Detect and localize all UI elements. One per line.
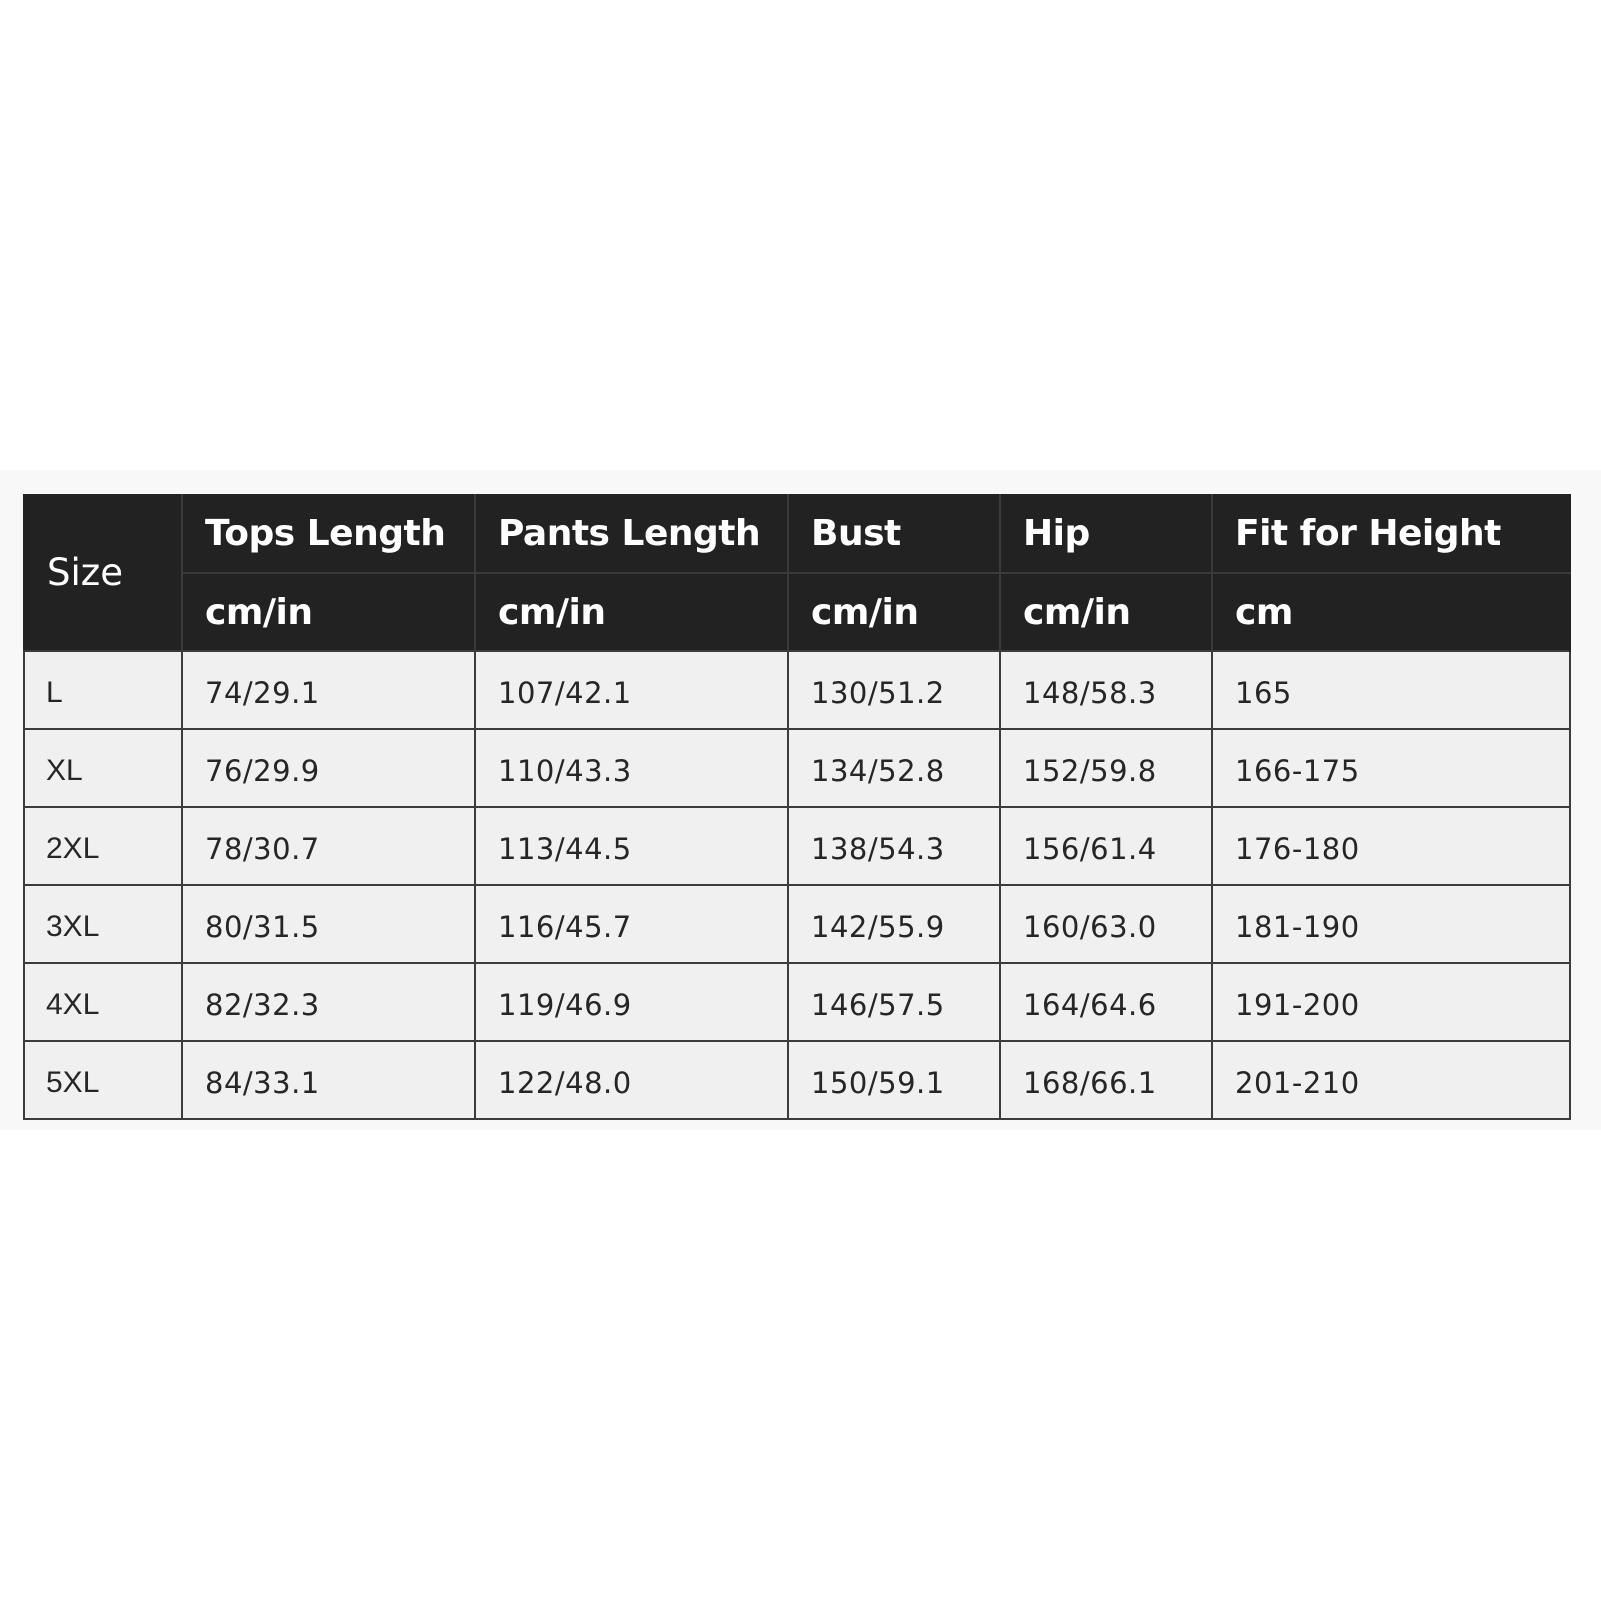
hip-cell: 156/61.4 (1000, 807, 1212, 885)
bust-cell: 142/55.9 (788, 885, 1000, 963)
header-unit-row (24, 573, 1570, 651)
pants-length-header: Pants Length (475, 494, 788, 573)
pants-length-cell: 116/45.7 (475, 885, 788, 963)
hip-unit: cm/in (1000, 573, 1212, 651)
bust-cell: 146/57.5 (788, 963, 1000, 1041)
table-row (24, 963, 1570, 1041)
pants-length-cell: 119/46.9 (475, 963, 788, 1041)
fit-for-height-unit: cm (1212, 573, 1570, 651)
size-cell: XL (24, 729, 182, 807)
fit-for-height-cell: 176-180 (1212, 807, 1570, 885)
tops-length-cell: 84/33.1 (182, 1041, 475, 1119)
tops-length-cell: 78/30.7 (182, 807, 475, 885)
fit-for-height-header: Fit for Height (1212, 494, 1570, 573)
size-cell: L (24, 651, 182, 729)
fit-for-height-cell: 201-210 (1212, 1041, 1570, 1119)
hip-cell: 160/63.0 (1000, 885, 1212, 963)
pants-length-cell: 122/48.0 (475, 1041, 788, 1119)
hip-cell: 164/64.6 (1000, 963, 1212, 1041)
tops-length-cell: 80/31.5 (182, 885, 475, 963)
table-row (24, 651, 1570, 729)
tops-length-cell: 74/29.1 (182, 651, 475, 729)
header-title-row (24, 494, 1570, 573)
size-cell: 4XL (24, 963, 182, 1041)
bust-unit: cm/in (788, 573, 1000, 651)
table-header (24, 494, 1570, 651)
hip-header: Hip (1000, 494, 1212, 573)
size-column-header: Size (24, 494, 182, 651)
table-row (24, 1041, 1570, 1119)
tops-length-unit: cm/in (182, 573, 475, 651)
pants-length-cell: 113/44.5 (475, 807, 788, 885)
size-chart-table (23, 494, 1571, 1120)
hip-cell: 152/59.8 (1000, 729, 1212, 807)
table-body (24, 651, 1570, 1119)
size-cell: 3XL (24, 885, 182, 963)
bust-header: Bust (788, 494, 1000, 573)
pants-length-cell: 107/42.1 (475, 651, 788, 729)
tops-length-header: Tops Length (182, 494, 475, 573)
tops-length-cell: 76/29.9 (182, 729, 475, 807)
table-row (24, 807, 1570, 885)
table-row (24, 729, 1570, 807)
bust-cell: 150/59.1 (788, 1041, 1000, 1119)
size-cell: 2XL (24, 807, 182, 885)
fit-for-height-cell: 181-190 (1212, 885, 1570, 963)
fit-for-height-cell: 166-175 (1212, 729, 1570, 807)
fit-for-height-cell: 165 (1212, 651, 1570, 729)
tops-length-cell: 82/32.3 (182, 963, 475, 1041)
size-cell: 5XL (24, 1041, 182, 1119)
pants-length-cell: 110/43.3 (475, 729, 788, 807)
fit-for-height-cell: 191-200 (1212, 963, 1570, 1041)
bust-cell: 134/52.8 (788, 729, 1000, 807)
table-row (24, 885, 1570, 963)
bust-cell: 138/54.3 (788, 807, 1000, 885)
bust-cell: 130/51.2 (788, 651, 1000, 729)
hip-cell: 148/58.3 (1000, 651, 1212, 729)
hip-cell: 168/66.1 (1000, 1041, 1212, 1119)
pants-length-unit: cm/in (475, 573, 788, 651)
